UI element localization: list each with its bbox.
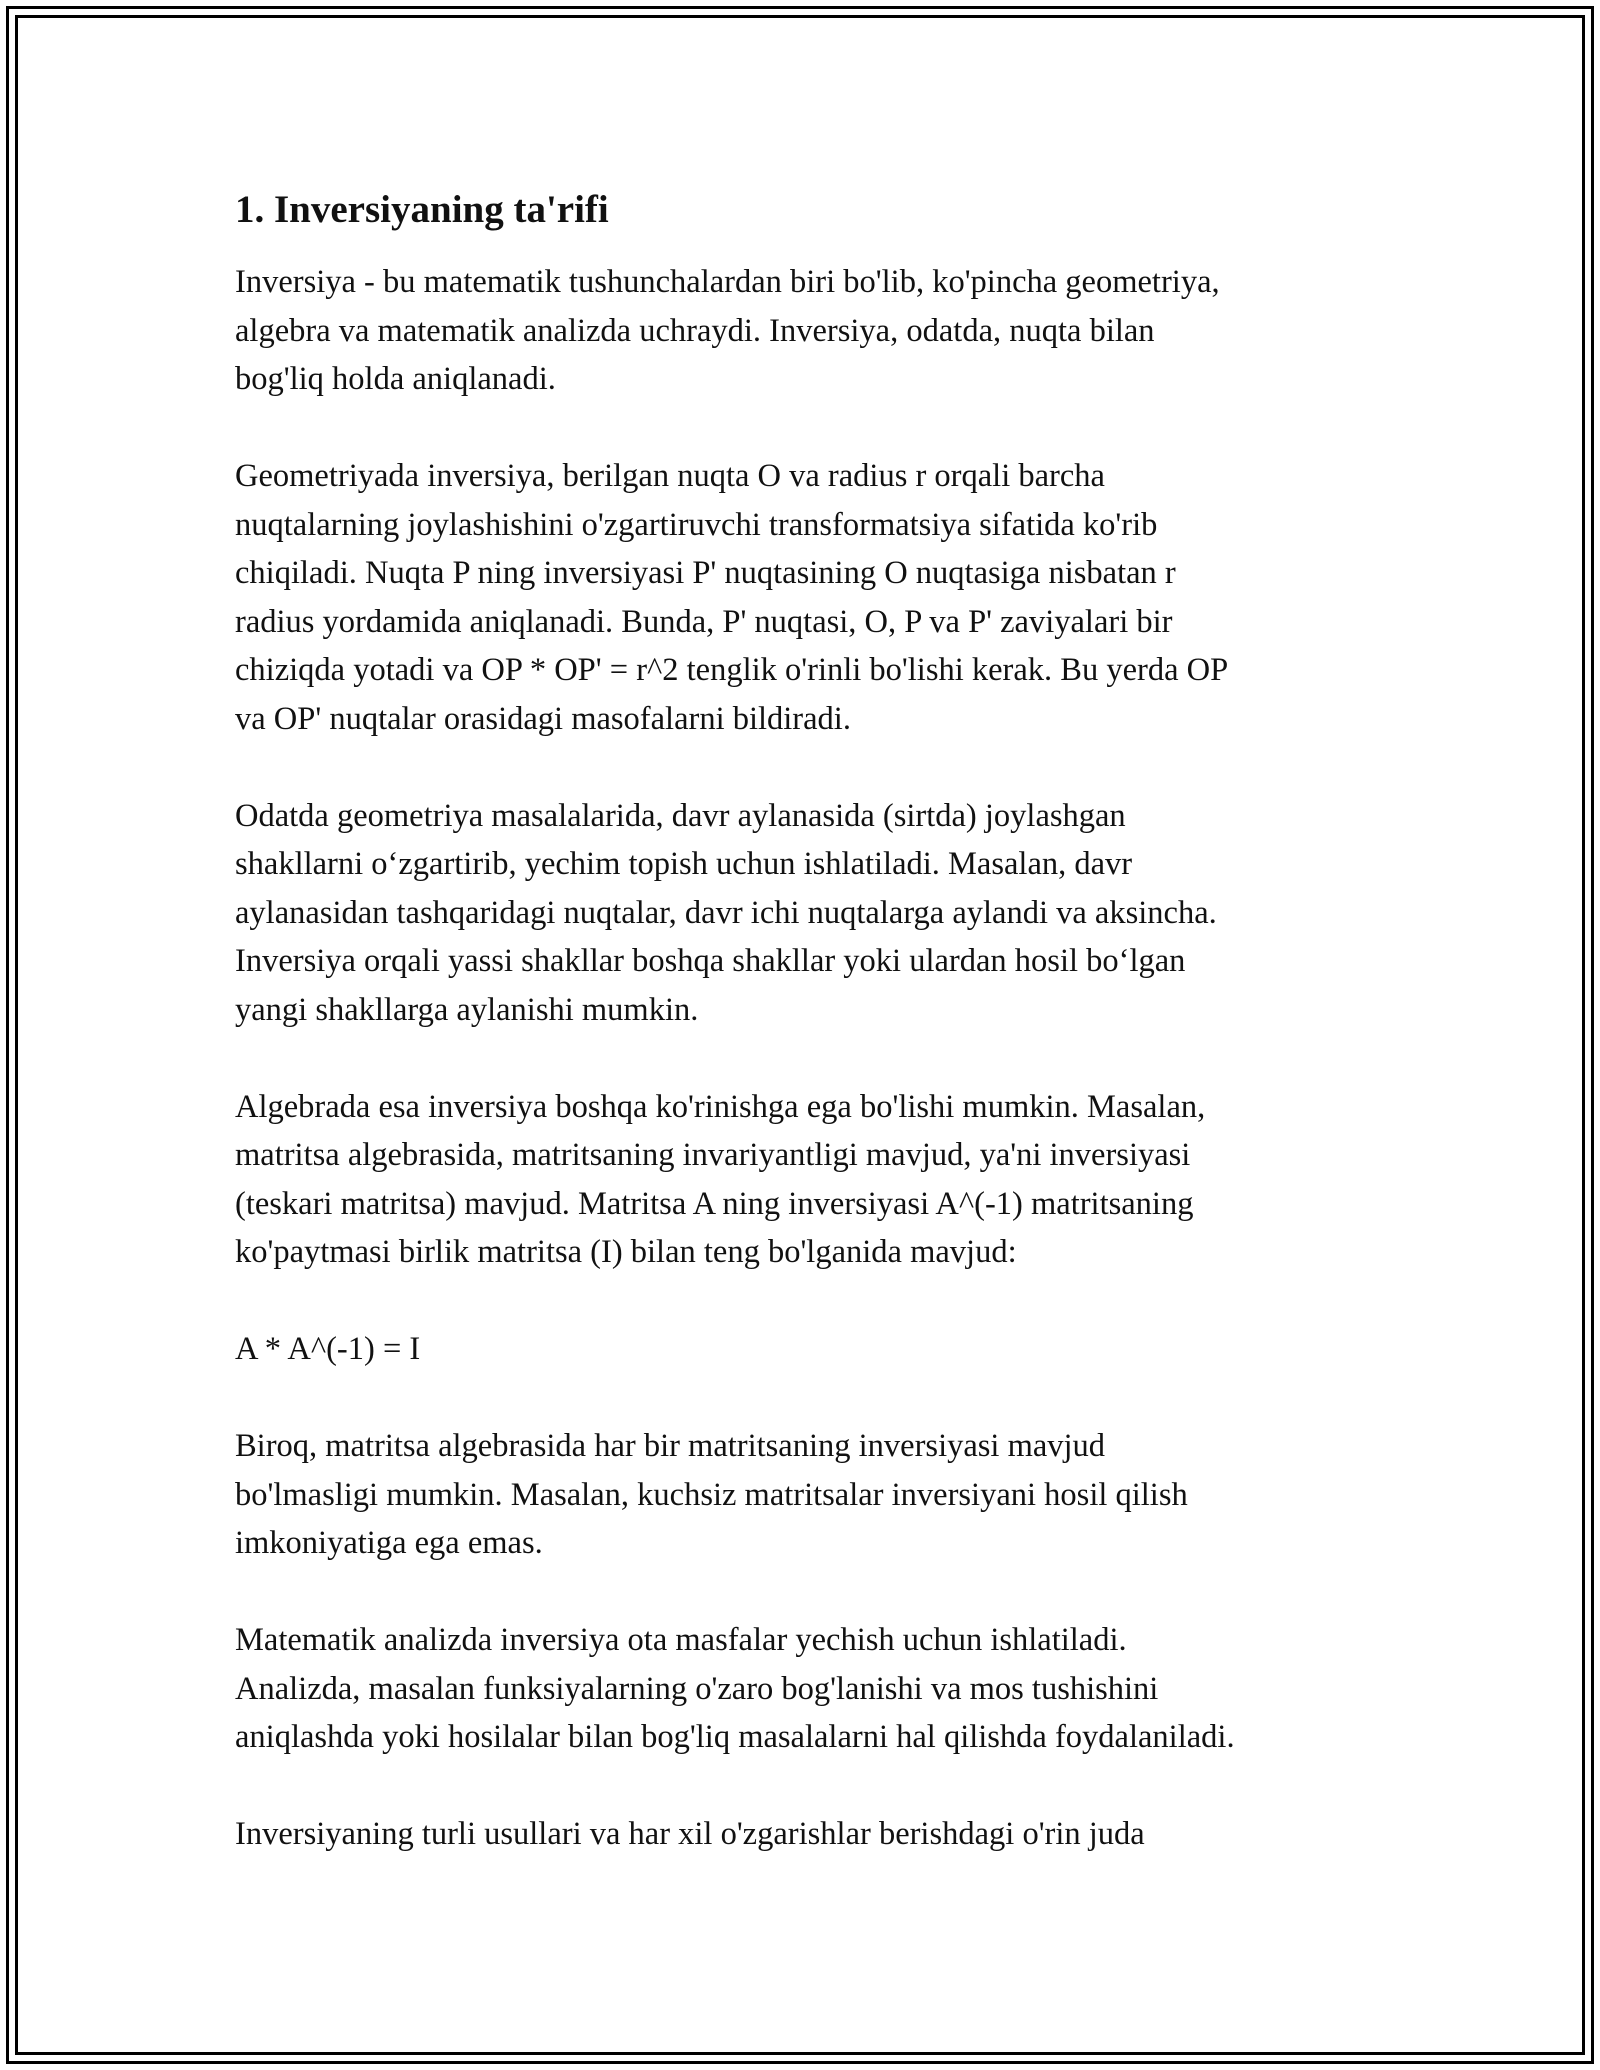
paragraph-geometry	[235, 452, 1385, 743]
text-line: Geometriyada inversiya, berilgan nuqta O va radius r orqali barcha	[235, 458, 1105, 494]
text-line: chiqiladi. Nuqta P ning inversiyasi P' nuqtasining O nuqtasiga nisbatan r	[235, 555, 1176, 591]
text-line: chiziqda yotadi va OP * OP' = r^2 tenglik o'rinli bo'lishi kerak. Bu yerda OP	[235, 652, 1229, 688]
text-line: imkoniyatiga ega emas.	[235, 1525, 543, 1561]
text-line: algebra va matematik analizda uchraydi. Inversiya, odatda, nuqta bilan	[235, 312, 1155, 349]
text-line: va OP' nuqtalar orasidagi masofalarni bildiradi.	[235, 700, 851, 737]
text-line: bo'lmasligi mumkin. Masalan, kuchsiz matritsalar inversiyani hosil qilish	[235, 1476, 1188, 1513]
text-line: ko'paytmasi birlik matritsa (I) bilan teng bo'lganida mavjud:	[235, 1234, 1017, 1270]
text-line: Odatda geometriya masalalarida, davr aylanasida (sirtda) joylashgan	[235, 797, 1126, 834]
paragraph-intro	[235, 258, 1385, 404]
text-line: (teskari matritsa) mavjud. Matritsa A ning inversiyasi A^(-1) matritsaning	[235, 1185, 1194, 1222]
text-line: Inversiyaning turli usullari va har xil o'zgarishlar berishdagi o'rin juda	[235, 1816, 1145, 1852]
formula-line: A * A^(-1) = I	[235, 1331, 421, 1367]
text-line: aylanasidan tashqaridagi nuqtalar, davr ichi nuqtalarga aylandi va aksincha.	[235, 894, 1217, 931]
text-line: Inversiya orqali yassi shakllar boshqa shakllar yoki ulardan hosil bo‘lgan	[235, 943, 1186, 979]
text-line: bog'liq holda aniqlanadi.	[235, 361, 556, 397]
text-line: aniqlashda yoki hosilalar bilan bog'liq masalalarni hal qilishda foydalaniladi.	[235, 1719, 1235, 1755]
text-line: radius yordamida aniqlanadi. Bunda, P' nuqtasi, O, P va P' zaviyalari bir	[235, 603, 1173, 640]
document-body	[235, 186, 1385, 1859]
paragraph-matrix-note	[235, 1422, 1385, 1568]
text-line: Algebrada esa inversiya boshqa ko'rinishga ega bo'lishi mumkin. Masalan,	[235, 1088, 1206, 1125]
paragraph-algebra	[235, 1083, 1385, 1277]
text-line: Analizda, masalan funksiyalarning o'zaro bog'lanishi va mos tushishini	[235, 1670, 1159, 1707]
paragraph-analysis	[235, 1616, 1385, 1762]
text-line: nuqtalarning joylashishini o'zgartiruvchi transformatsiya sifatida ko'rib	[235, 506, 1158, 543]
text-line: Matematik analizda inversiya ota masfalar yechish uchun ishlatiladi.	[235, 1622, 1127, 1658]
paragraph-closing	[235, 1810, 1385, 1859]
paragraph-formula	[235, 1325, 1385, 1374]
text-line: shakllarni o‘zgartirib, yechim topish uchun ishlatiladi. Masalan, davr	[235, 846, 1133, 882]
text-line: Biroq, matritsa algebrasida har bir matritsaning inversiyasi mavjud	[235, 1428, 1106, 1464]
section-heading: 1. Inversiyaning ta'rifi	[235, 188, 609, 231]
paragraph-geometry-problems	[235, 792, 1385, 1035]
text-line: Inversiya - bu matematik tushunchalardan biri bo'lib, ko'pincha geometriya,	[235, 264, 1220, 300]
text-line: yangi shakllarga aylanishi mumkin.	[235, 991, 699, 1028]
text-line: matritsa algebrasida, matritsaning invariyantligi mavjud, ya'ni inversiyasi	[235, 1137, 1191, 1173]
